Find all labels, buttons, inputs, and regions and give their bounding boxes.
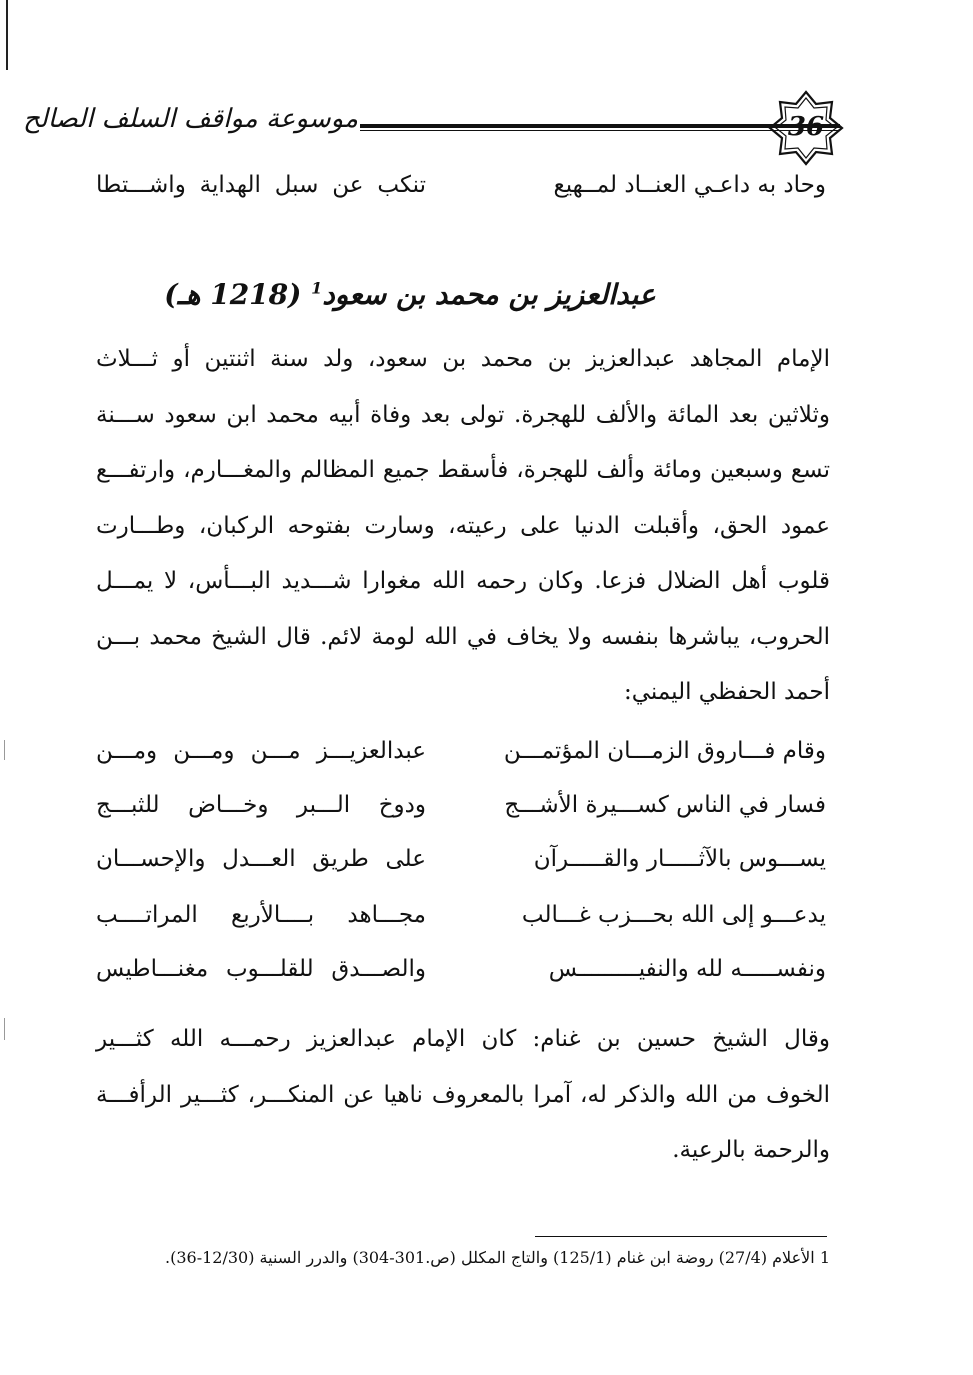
footnote	[96, 1248, 830, 1267]
verse-right-hemistich: وحاد به داعـي العنــاد لمــهيع	[553, 172, 826, 198]
paragraph-line: تسع وسبعين ومائة وألف للهجرة، فأسقط جميع المظالم والمغـــارم، وارتفـــع	[96, 457, 830, 483]
footnote-number: 1	[819, 1248, 830, 1267]
scan-mark	[4, 1018, 5, 1040]
paragraph-line: الحروب، يباشرها بنفسه ولا يخاف في الله لومة لائم. قال الشيخ محمد بـــن	[96, 623, 830, 650]
opening-verse	[96, 172, 826, 218]
page-number: 36	[787, 112, 825, 142]
paragraph-2	[96, 1012, 830, 1179]
paragraph-1	[96, 332, 830, 721]
verse-left-hemistich: ودوخ الـــبر وخـــاض للثبـــج	[96, 792, 426, 818]
verse-row	[96, 846, 826, 892]
paragraph-line: الخوف من الله والذكر له، آمرا بالمعروف ناهيا عن المنكـــر، كثـــير الرأفـــة	[96, 1081, 830, 1108]
verse-left-hemistich: تنكب عن سبل الهداية واشـــتطا	[96, 172, 426, 198]
verse-left-hemistich: عبدالعزيـــز مـــن ومـــن ومـــن	[96, 738, 426, 764]
heading-name: عبدالعزيز بن محمد بن سعود	[322, 278, 656, 311]
paragraph-line: وثلاثين بعد المائة والألف للهجرة. تولى بعد وفاة أبيه محمد ابن سعود ســـنة	[96, 401, 830, 428]
paragraph-line: والرحمة بالرعية.	[672, 1137, 830, 1163]
verse-left-hemistich: والصـــدق للقلـــوب مغنـــاطيس	[96, 956, 426, 982]
verse-row	[96, 738, 826, 784]
verse-right-hemistich: يســـوس بالآثـــــار والقـــــرآن	[533, 846, 826, 872]
verse-row	[96, 956, 826, 1002]
verse-left-hemistich: مجـــاهد بــــالأربع المراتــــب	[96, 902, 426, 928]
paragraph-line: وقال الشيخ حسين بن غنام: كان الإمام عبدالعزيز رحمـــه الله كثـــير	[96, 1026, 830, 1052]
binding-edge-line	[6, 0, 8, 70]
book-title: موسوعة مواقف السلف الصالح	[23, 104, 358, 134]
verse-row	[96, 792, 826, 838]
verse-row	[96, 902, 826, 948]
verse-right-hemistich: فسار في الناس كســـيرة الأشـــج	[504, 792, 826, 818]
footnote-ref: 1	[311, 278, 323, 298]
paragraph-line: أحمد الحفظي اليمني:	[623, 679, 830, 705]
section-heading	[150, 278, 670, 311]
paragraph-line: الإمام المجاهد عبدالعزيز بن محمد بن سعود، ولد سنة اثنتين أو ثـــلاث	[96, 346, 830, 372]
heading-year: (1218 هـ)	[164, 278, 302, 311]
footnote-text: الأعلام (27/4) روضة ابن غنام (125/1) والتاج المكلل (ص.301-304) والدرر السنية (12/30-36).	[165, 1248, 815, 1267]
verse-right-hemistich: وقام فـــاروق الزمـــان المؤتمـــن	[503, 738, 826, 764]
page-header	[23, 92, 848, 172]
verse-right-hemistich: ونفســـــه لله والنفيـــــــــس	[548, 956, 826, 982]
verse-right-hemistich: يدعـــو إلى الله بحـــزب غـــالب	[521, 902, 826, 928]
paragraph-line: عمود الحق، وأقبلت الدنيا على رعيته، وسارت بفتوحه الركبان، وطـــارت	[96, 512, 830, 539]
scan-mark	[4, 740, 5, 760]
paragraph-line: قلوب أهل الضلال فزعا. وكان رحمه الله مغوارا شـــديد البـــأس، لا يمـــل	[96, 568, 830, 594]
footnote-separator	[535, 1236, 827, 1237]
verse-left-hemistich: على طريق العـــدل والإحســـان	[96, 846, 426, 872]
